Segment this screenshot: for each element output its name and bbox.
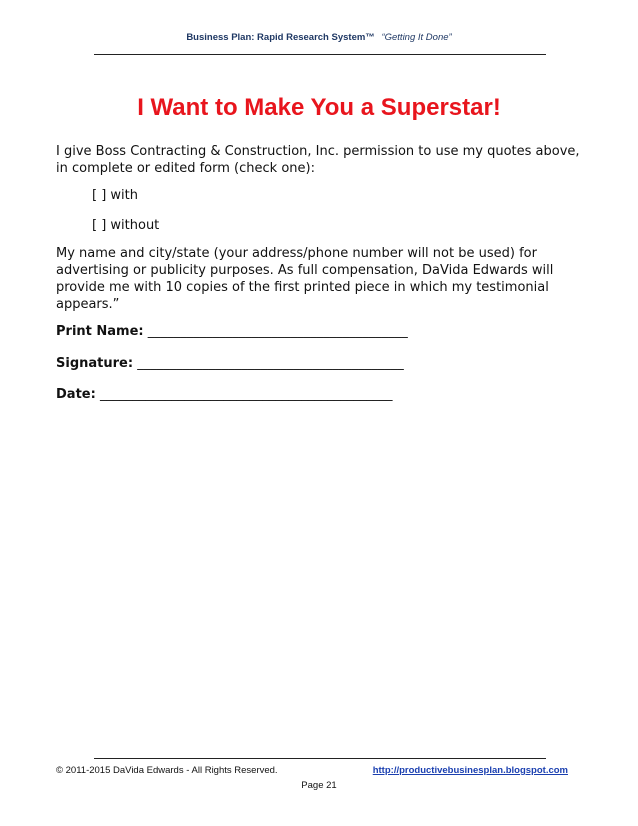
signature-blank[interactable]: _________________________________________ bbox=[137, 356, 404, 371]
page-heading: I Want to Make You a Superstar! bbox=[137, 94, 501, 121]
header-title: Business Plan: Rapid Research System™ bbox=[186, 32, 375, 43]
permission-paragraph: I give Boss Contracting & Construction, Inc. permission to use my quotes above, in complete or edited form (check one): bbox=[56, 144, 580, 176]
header-tagline: “Getting It Done” bbox=[381, 32, 452, 43]
page-header bbox=[0, 32, 638, 43]
date-label: Date: bbox=[56, 387, 96, 402]
print-name-label: Print Name: bbox=[56, 324, 144, 339]
option-without-checkbox[interactable]: [ ] without bbox=[92, 218, 160, 233]
footer-copyright: © 2011-2015 DaVida Edwards - All Rights Reserved. bbox=[56, 765, 278, 776]
date-blank[interactable]: _____________________________________________ bbox=[99, 387, 393, 402]
header-divider bbox=[94, 54, 546, 55]
print-name-field[interactable] bbox=[56, 323, 408, 340]
signature-label: Signature: bbox=[56, 356, 134, 371]
option-with-checkbox[interactable]: [ ] with bbox=[92, 188, 138, 203]
footer-divider bbox=[94, 758, 546, 759]
page-number: Page 21 bbox=[301, 780, 337, 791]
compensation-paragraph: My name and city/state (your address/phone number will not be used) for advertising or publicity purposes. As full compensation, DaVida Edwards will provide me with 10 copies of the first printed piece in which my testimonial appears.” bbox=[56, 246, 554, 312]
signature-field[interactable] bbox=[56, 355, 404, 372]
footer-blog-link[interactable]: http://productivebusinesplan.blogspot.com bbox=[372, 765, 568, 776]
date-field[interactable] bbox=[56, 386, 392, 403]
print-name-blank[interactable]: ________________________________________ bbox=[147, 324, 408, 339]
